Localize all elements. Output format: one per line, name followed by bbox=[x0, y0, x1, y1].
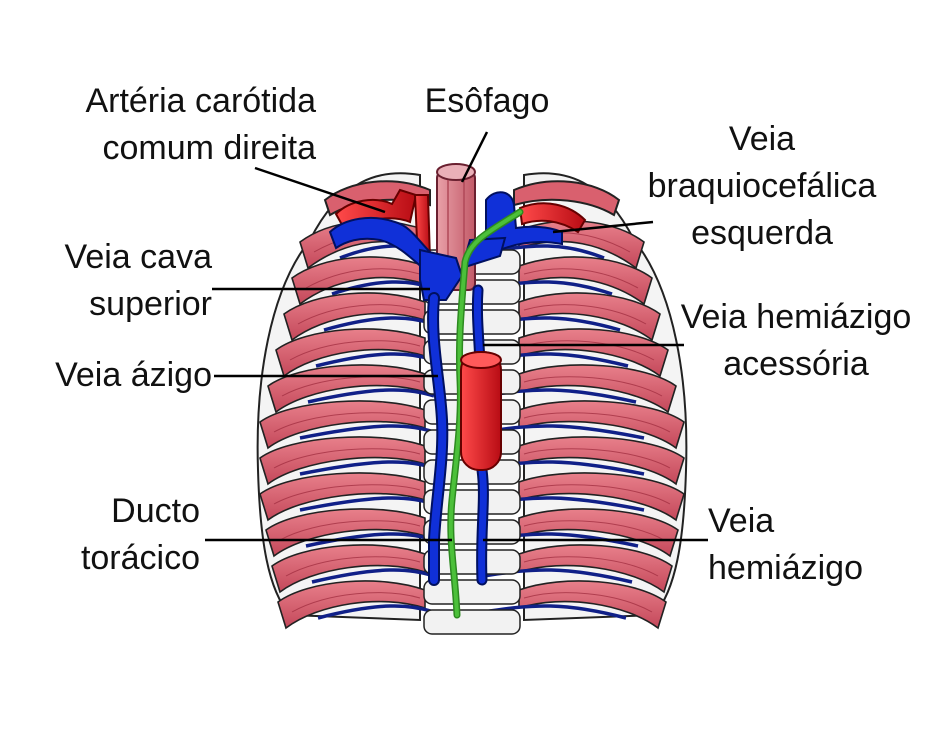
label-right-common-carotid-artery: Artéria carótida comum direita bbox=[85, 82, 316, 167]
label-thoracic-duct: Ducto torácico bbox=[80, 492, 200, 577]
label-accessory-hemiazygos-vein: Veia hemiázigo acessória bbox=[680, 298, 912, 383]
label-superior-vena-cava: Veia cava superior bbox=[64, 238, 212, 323]
label-esophagus: Esôfago bbox=[424, 82, 550, 120]
descending-aorta bbox=[461, 352, 501, 470]
label-left-brachiocephalic-vein: Veia braquiocefálica esquerda bbox=[647, 120, 877, 252]
label-azygos-vein: Veia ázigo bbox=[55, 356, 212, 394]
label-hemiazygos-vein: Veia hemiázigo bbox=[708, 502, 863, 587]
vertebra-13 bbox=[424, 610, 520, 634]
